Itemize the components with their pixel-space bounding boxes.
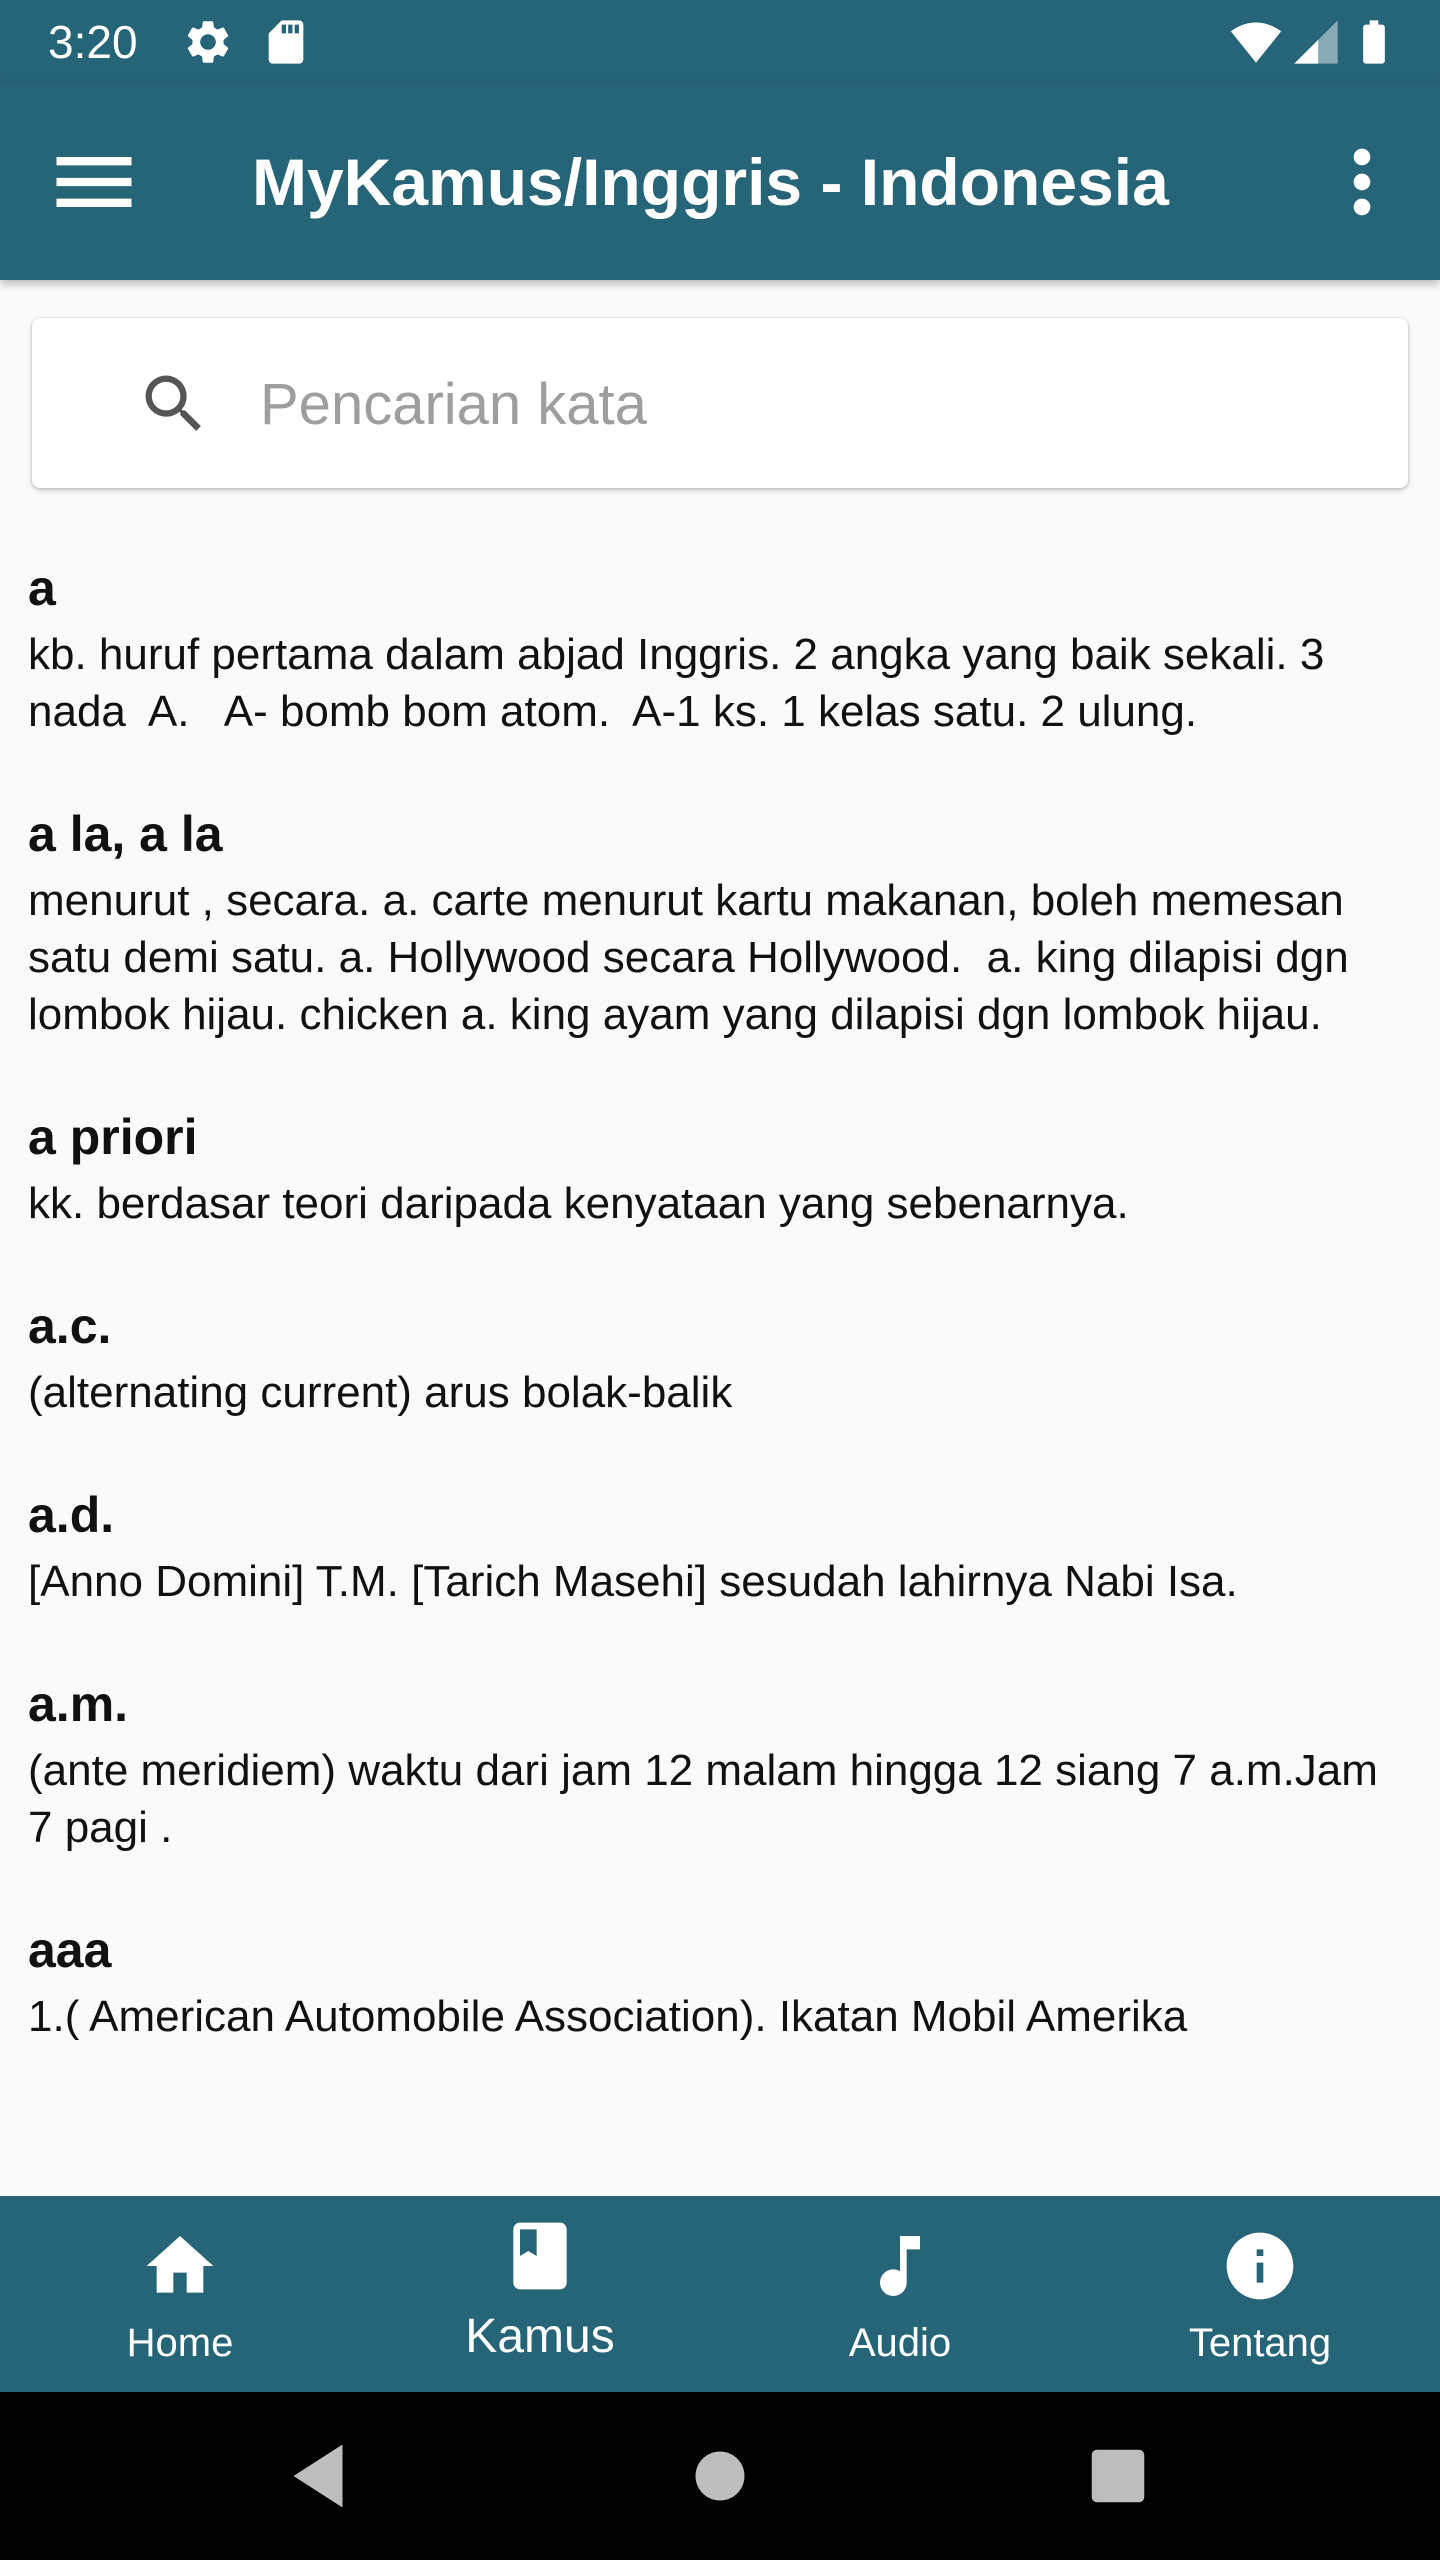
list-item[interactable]	[28, 556, 1412, 740]
list-item[interactable]	[28, 1918, 1412, 2045]
entry-word: a priori	[28, 1109, 198, 1165]
nav-item-tentang[interactable]	[1080, 2196, 1440, 2392]
book-icon	[500, 2216, 580, 2296]
bottom-navigation	[0, 2196, 1440, 2392]
list-item[interactable]	[28, 1294, 1412, 1421]
list-item[interactable]	[28, 802, 1412, 1043]
back-icon[interactable]	[276, 2434, 360, 2518]
entry-definition: [Anno Domini] T.M. [Tarich Masehi] sesudah lahirnya Nabi Isa.	[28, 1557, 1238, 1606]
home-circle-icon[interactable]	[678, 2434, 762, 2518]
list-item[interactable]	[28, 1483, 1412, 1610]
search-bar[interactable]	[32, 318, 1408, 488]
sd-card-icon	[260, 16, 312, 68]
entry-word: a.c.	[28, 1298, 112, 1354]
entry-list[interactable]	[0, 556, 1440, 2196]
music-note-icon	[860, 2226, 940, 2306]
search-input[interactable]	[260, 354, 1360, 454]
more-vertical-icon[interactable]	[1312, 132, 1412, 232]
entry-definition: kb. huruf pertama dalam abjad Inggris. 2 angka yang baik sekali. 3 nada A. A- bomb bom atom. A-1 ks. 1 kelas satu. 2 ulung.	[28, 630, 1337, 736]
home-icon	[140, 2226, 220, 2306]
gear-icon	[182, 16, 234, 68]
app-title: MyKamus/Inggris - Indonesia	[252, 145, 1169, 219]
nav-item-kamus[interactable]	[360, 2196, 720, 2392]
list-item[interactable]	[28, 1672, 1412, 1856]
entry-definition: (ante meridiem) waktu dari jam 12 malam hingga 12 siang 7 a.m.Jam 7 pagi .	[28, 1746, 1391, 1852]
nav-label: Kamus	[465, 2310, 615, 2363]
status-bar	[0, 0, 1440, 84]
entry-word: aaa	[28, 1922, 112, 1978]
entry-word: a.m.	[28, 1676, 129, 1732]
hamburger-menu-icon[interactable]	[44, 132, 144, 232]
entry-word: a la, a la	[28, 806, 223, 862]
nav-label: Audio	[848, 2321, 952, 2365]
entry-word: a.d.	[28, 1487, 115, 1543]
app-bar	[0, 84, 1440, 280]
recents-icon[interactable]	[1076, 2434, 1160, 2518]
cell-signal-icon	[1290, 16, 1342, 68]
system-navigation-bar	[0, 2392, 1440, 2560]
nav-item-audio[interactable]	[720, 2196, 1080, 2392]
status-time: 3:20	[48, 16, 138, 68]
entry-definition: 1.( American Automobile Association). Ikatan Mobil Amerika	[28, 1992, 1188, 2041]
entry-definition: (alternating current) arus bolak-balik	[28, 1368, 733, 1417]
list-item[interactable]	[28, 1105, 1412, 1232]
wifi-icon	[1230, 16, 1282, 68]
nav-label: Tentang	[1188, 2321, 1332, 2365]
battery-icon	[1348, 16, 1400, 68]
nav-item-home[interactable]	[0, 2196, 360, 2392]
entry-word: a	[28, 560, 56, 616]
entry-definition: menurut , secara. a. carte menurut kartu makanan, boleh memesan satu demi satu. a. Hollywood secara Hollywood. a. king dilapisi dgn lombok hijau. chicken a. king ayam yang dilapisi dgn lombok hijau.	[28, 876, 1361, 1039]
search-icon	[136, 366, 212, 442]
nav-label: Home	[126, 2321, 234, 2365]
entry-definition: kk. berdasar teori daripada kenyataan yang sebenarnya.	[28, 1179, 1129, 1228]
info-icon	[1220, 2226, 1300, 2306]
